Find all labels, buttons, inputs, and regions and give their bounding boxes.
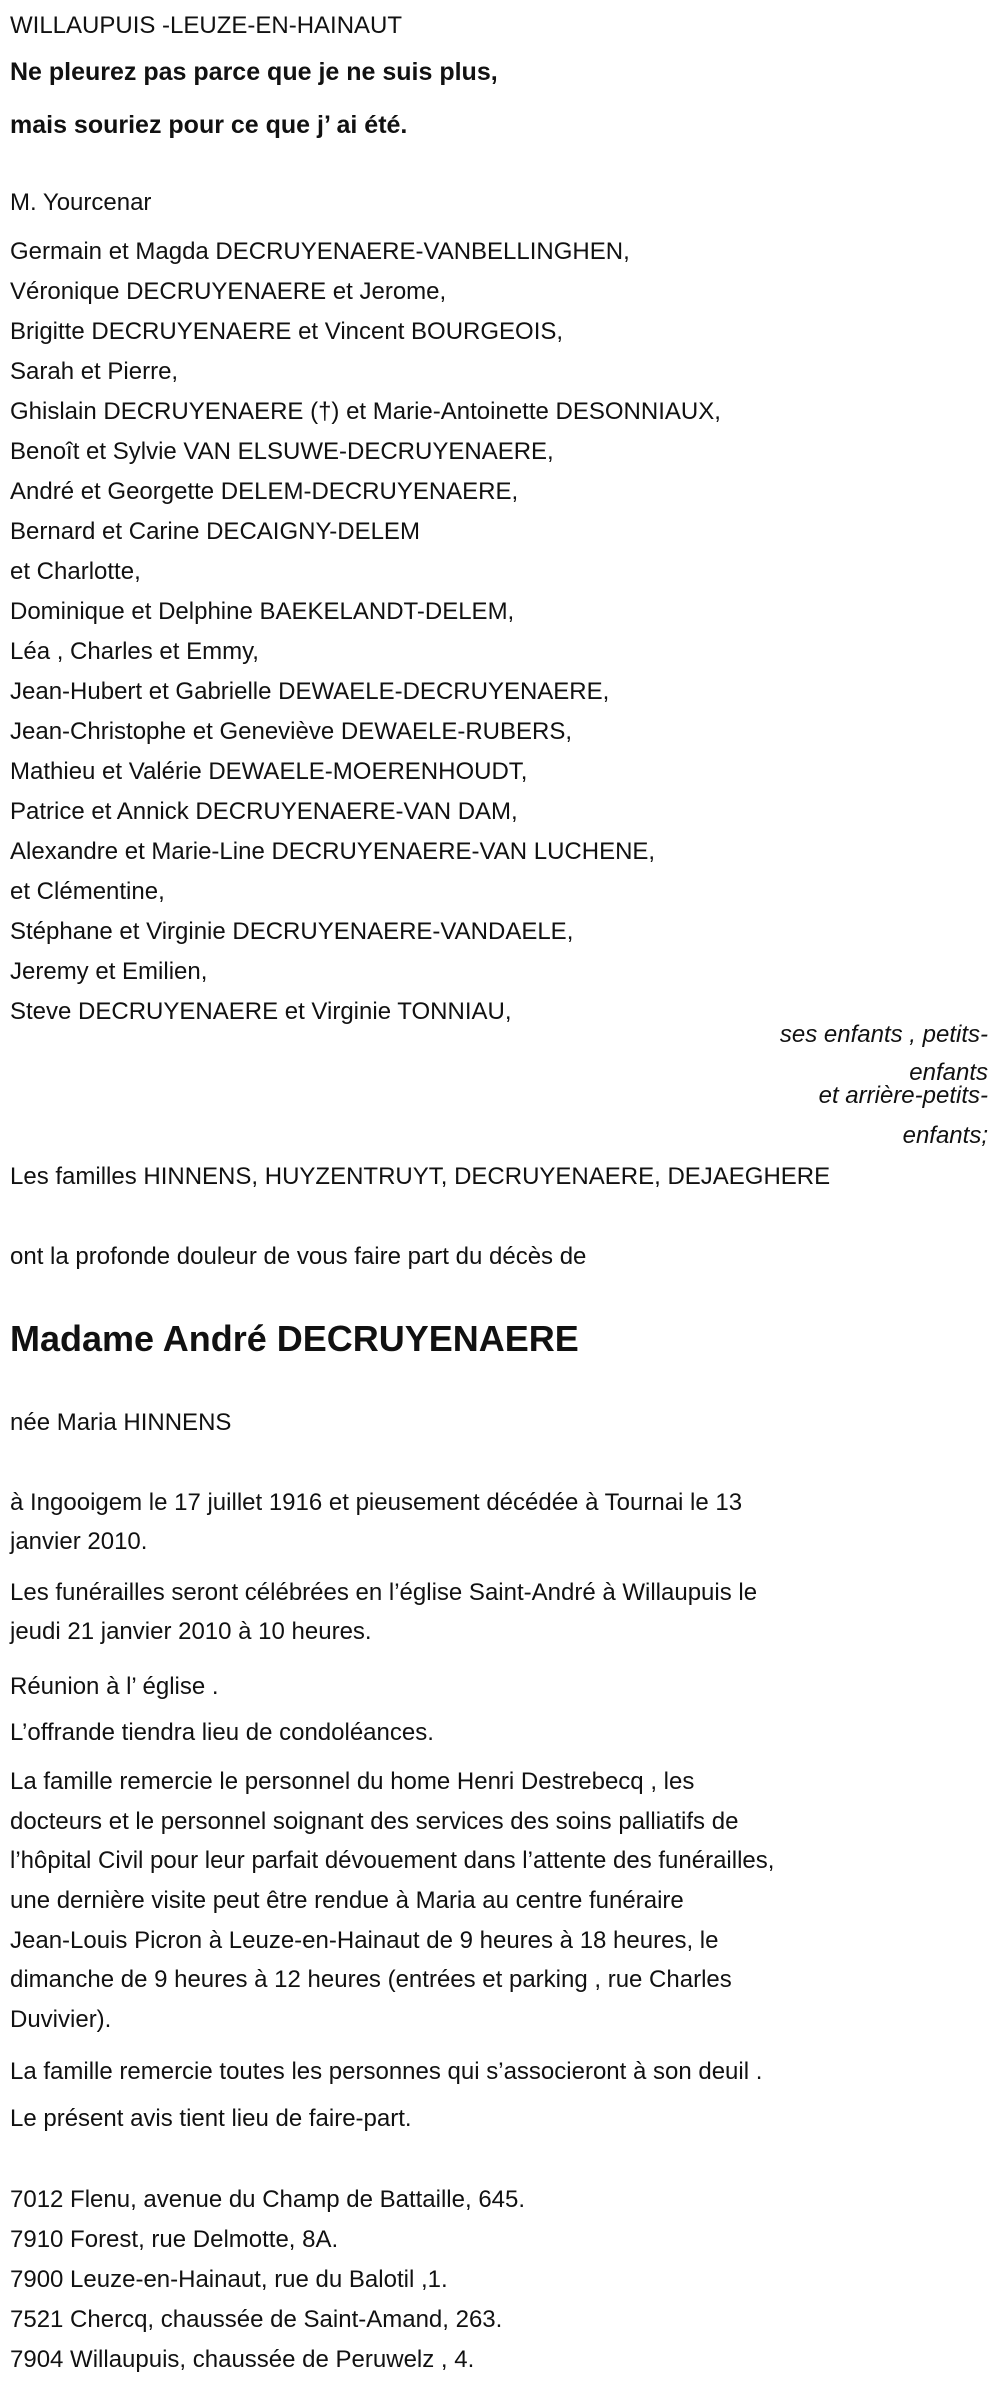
- family-member: Jean-Hubert et Gabrielle DEWAELE-DECRUYENAERE,: [10, 678, 610, 705]
- location-header: WILLAUPUIS -LEUZE-EN-HAINAUT: [10, 12, 403, 39]
- relation-line: enfants;: [902, 1122, 988, 1149]
- family-member: Stéphane et Virginie DECRUYENAERE-VANDAELE,: [10, 918, 574, 945]
- family-member: Sarah et Pierre,: [10, 358, 179, 385]
- announcement: ont la profonde douleur de vous faire part du décès de: [10, 1243, 587, 1270]
- address: 7900 Leuze-en-Hainaut, rue du Balotil ,1.: [10, 2266, 448, 2293]
- address: 7904 Willaupuis, chaussée de Peruwelz , 4.: [10, 2346, 475, 2373]
- quote-author: M. Yourcenar: [10, 189, 152, 216]
- thanks-home-paragraph: [10, 1762, 774, 2040]
- text-line: dimanche de 9 heures à 12 heures (entrées et parking , rue Charles: [10, 1966, 732, 1994]
- birth-death-paragraph: [10, 1483, 742, 1561]
- family-member: Brigitte DECRUYENAERE et Vincent BOURGEOIS,: [10, 318, 564, 345]
- family-member: Bernard et Carine DECAIGNY-DELEM: [10, 518, 420, 545]
- family-member: Germain et Magda DECRUYENAERE-VANBELLINGHEN,: [10, 238, 630, 265]
- deceased-born-as: née Maria HINNENS: [10, 1409, 232, 1436]
- family-member: Mathieu et Valérie DEWAELE-MOERENHOUDT,: [10, 758, 528, 785]
- deceased-name: Madame André DECRUYENAERE: [10, 1318, 579, 1359]
- quote-line-1: Ne pleurez pas parce que je ne suis plus,: [10, 58, 498, 86]
- address: 7521 Chercq, chaussée de Saint-Amand, 263.: [10, 2306, 503, 2333]
- text-line: Duvivier).: [10, 2006, 112, 2034]
- family-member: Benoît et Sylvie VAN ELSUWE-DECRUYENAERE,: [10, 438, 554, 465]
- relation-line: ses enfants , petits-: [779, 1021, 988, 1048]
- text-line: une dernière visite peut être rendue à Maria au centre funéraire: [10, 1887, 684, 1915]
- meeting-text: Réunion à l’ église .: [10, 1673, 219, 1700]
- relation-line: enfants: [909, 1059, 988, 1086]
- relation-line: et arrière-petits-: [818, 1082, 988, 1109]
- text-line: à Ingooigem le 17 juillet 1916 et pieusement décédée à Tournai le 13: [10, 1489, 743, 1516]
- address: 7012 Flenu, avenue du Champ de Battaille, 645.: [10, 2186, 526, 2213]
- offering-text: L’offrande tiendra lieu de condoléances.: [10, 1719, 434, 1746]
- other-families: Les familles HINNENS, HUYZENTRUYT, DECRUYENAERE, DEJAEGHERE: [10, 1163, 831, 1190]
- text-line: jeudi 21 janvier 2010 à 10 heures.: [10, 1618, 372, 1645]
- text-line: docteurs et le personnel soignant des services des soins palliatifs de: [10, 1807, 739, 1835]
- family-member: Dominique et Delphine BAEKELANDT-DELEM,: [10, 598, 515, 625]
- family-member: Patrice et Annick DECRUYENAERE-VAN DAM,: [10, 798, 518, 825]
- text-line: Les funérailles seront célébrées en l’église Saint-André à Willaupuis le: [10, 1579, 758, 1606]
- text-line: l’hôpital Civil pour leur parfait dévouement dans l’attente des funérailles,: [10, 1847, 775, 1875]
- text-line: Jean-Louis Picron à Leuze-en-Hainaut de 9 heures à 18 heures, le: [10, 1926, 719, 1954]
- address-list: [10, 2180, 525, 2380]
- family-member: Ghislain DECRUYENAERE (†) et Marie-Antoinette DESONNIAUX,: [10, 398, 721, 425]
- family-member: Véronique DECRUYENAERE et Jerome,: [10, 278, 447, 305]
- family-list: [10, 232, 721, 1032]
- thanks-all-text: La famille remercie toutes les personnes qui s’associeront à son deuil .: [10, 2058, 763, 2085]
- family-member: Jeremy et Emilien,: [10, 958, 208, 985]
- family-member: Léa , Charles et Emmy,: [10, 638, 259, 665]
- family-member: et Charlotte,: [10, 558, 141, 585]
- text-line: La famille remercie le personnel du home Henri Destrebecq , les: [10, 1768, 695, 1795]
- family-member: Steve DECRUYENAERE et Virginie TONNIAU,: [10, 998, 512, 1025]
- quote-line-2: mais souriez pour ce que j’ ai été.: [10, 111, 408, 139]
- text-line: janvier 2010.: [10, 1528, 148, 1555]
- family-member: Alexandre et Marie-Line DECRUYENAERE-VAN LUCHENE,: [10, 838, 656, 865]
- notice-text: Le présent avis tient lieu de faire-part.: [10, 2105, 412, 2132]
- funeral-paragraph: [10, 1573, 757, 1651]
- address: 7910 Forest, rue Delmotte, 8A.: [10, 2226, 339, 2253]
- family-member: André et Georgette DELEM-DECRUYENAERE,: [10, 478, 519, 505]
- family-member: et Clémentine,: [10, 878, 165, 905]
- family-member: Jean-Christophe et Geneviève DEWAELE-RUBERS,: [10, 718, 573, 745]
